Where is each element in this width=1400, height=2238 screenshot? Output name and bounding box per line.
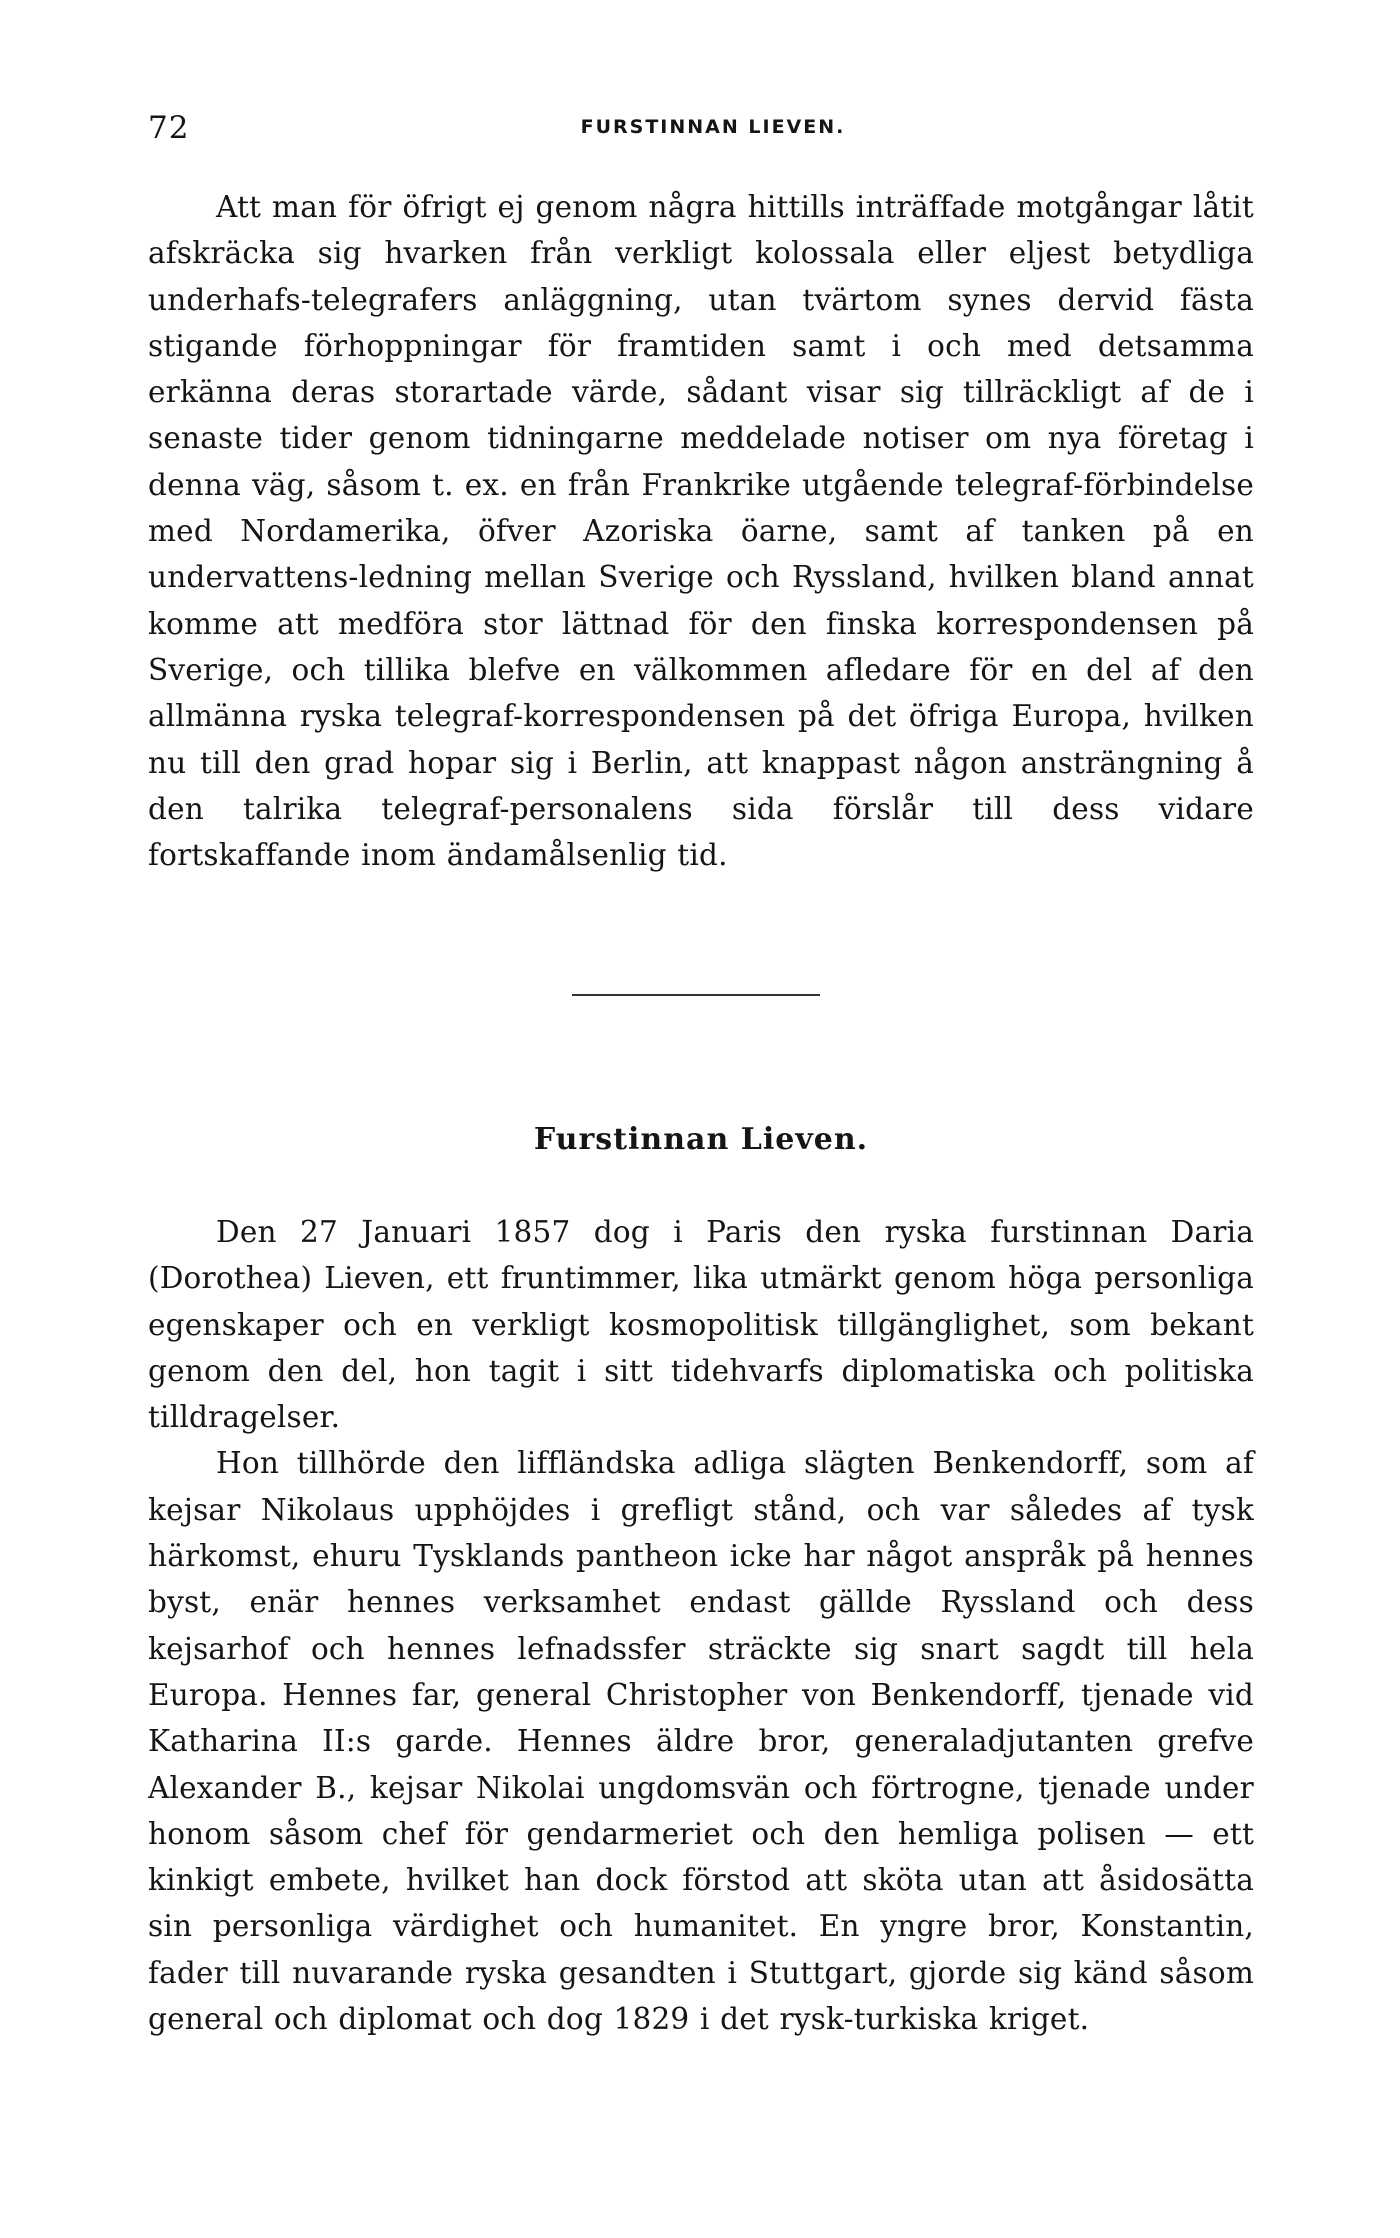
paragraph: Att man för öfrigt ej genom några hittills inträffade motgångar låtit afskräcka sig hvarken från verkligt kolossala eller eljest betydliga underhafs-telegrafers anläggning, utan tvärtom synes dervid fästa stigande förhoppningar för framtiden samt i och med detsamma erkänna deras storartade värde, sådant visar sig tillräckligt af de i senaste tider genom tidningarne meddelade notiser om nya företag i denna väg, såsom t. ex. en från Frankrike utgående telegraf-förbindelse med Nordamerika, öfver Azoriska öarne, samt af tanken på en undervattens-ledning mellan Sverige och Ryssland, hvilken bland annat komme att medföra stor lättnad för den finska korrespondensen på Sverige, och tillika blefve en välkommen afledare för en del af den allmänna ryska telegraf-korrespondensen på det öfriga Europa, hvilken nu till den grad hopar sig i Berlin, att knappast någon ansträngning å den talrika telegraf-personalens sida förslår till dess vidare fortskaffande inom ändamålsenlig tid. — [148, 190, 1254, 873]
section-divider — [572, 994, 820, 996]
article-title: Furstinnan Lieven. — [533, 1122, 869, 1157]
page-header — [148, 110, 1278, 150]
paragraph: Den 27 Januari 1857 dog i Paris den ryska furstinnan Daria (Dorothea) Lieven, ett fruntimmer, lika utmärkt genom höga personliga egenskaper och en verkligt kosmopolitisk tillgänglighet, som bekant genom den del, hon tagit i sitt tidehvarfs diplomatiska och politiska tilldragelser. — [148, 1215, 1254, 1435]
running-head: FURSTINNAN LIEVEN. — [580, 116, 846, 138]
article-body — [148, 1209, 1254, 2042]
paragraph: Hon tillhörde den liffländska adliga slägten Benkendorff, som af kejsar Nikolaus upphöjdes i grefligt stånd, och var således af tysk härkomst, ehuru Tysklands pantheon icke har något anspråk på hennes byst, enär hennes verksamhet endast gällde Ryssland och dess kejsarhof och hennes lefnadssfer sträckte sig snart sagdt till hela Europa. Hennes far, general Christopher von Benkendorff, tjenade vid Katharina II:s garde. Hennes äldre bror, generaladjutanten grefve Alexander B., kejsar Nikolai ungdomsvän och förtrogne, tjenade under honom såsom chef för gendarmeriet och den hemliga polisen — ett kinkigt embete, hvilket han dock förstod att sköta utan att åsidosätta sin personliga värdighet och humanitet. En yngre bror, Konstantin, fader till nuvarande ryska gesandten i Stuttgart, gjorde sig känd såsom general och diplomat och dog 1829 i det rysk-turkiska kriget. — [148, 1446, 1254, 2037]
previous-article-text — [148, 184, 1254, 878]
page-number: 72 — [148, 110, 190, 146]
